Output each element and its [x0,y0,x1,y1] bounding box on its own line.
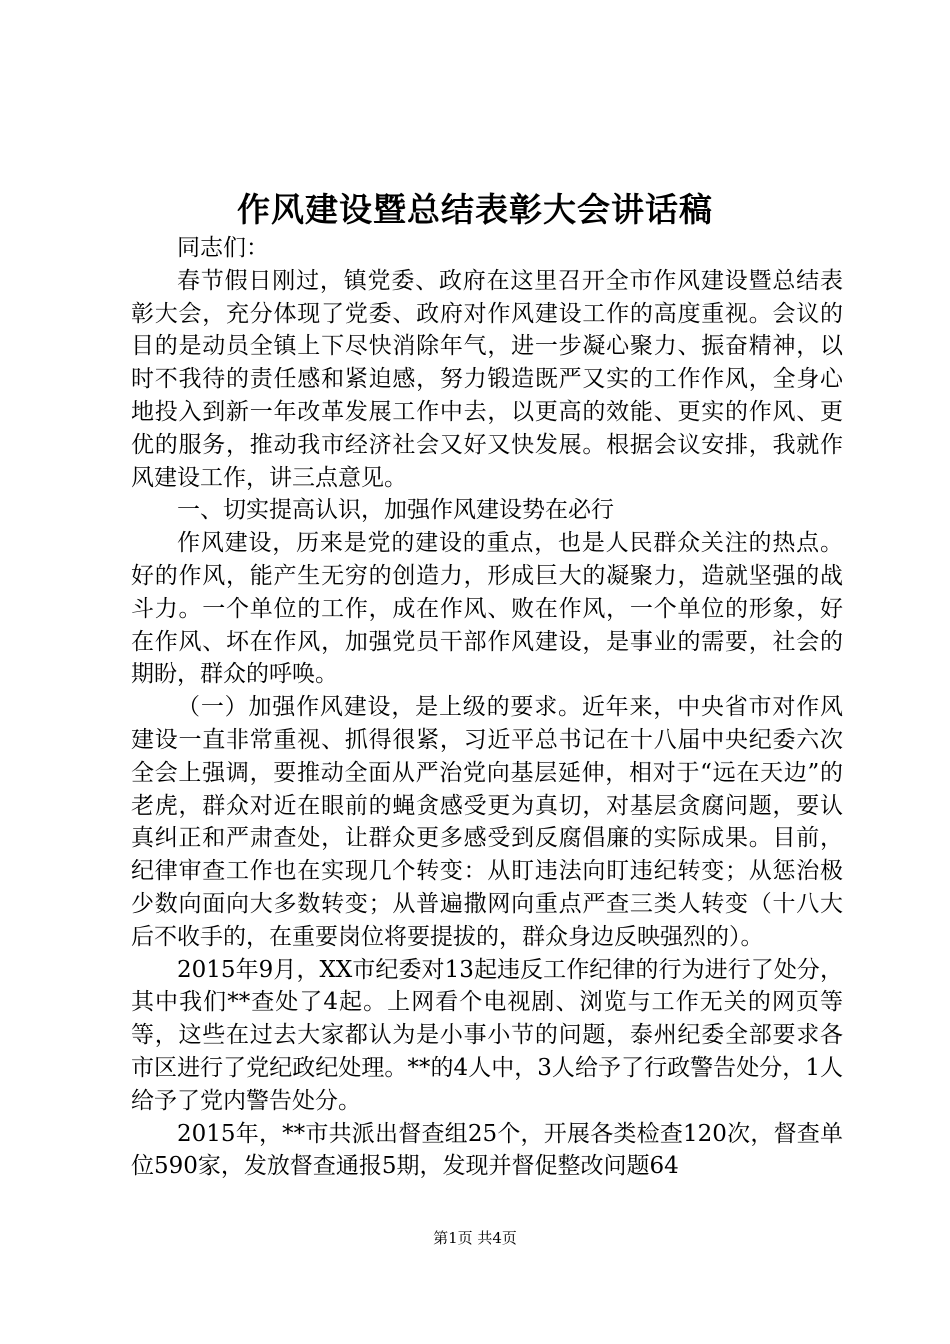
page-footer: 第1页 共4页 [433,1229,517,1247]
section-heading: 一、切实提高认识，加强作风建设势在必行 [177,497,614,524]
body-paragraph: 作风建设，历来是党的建设的重点，也是人民群众关注的热点。好的作风，能产生无穷的创造力，形成巨大的凝聚力，造就坚强的战斗力。一个单位的工作，成在作风、败在作风，一个单位的形象，好在作风、坏在作风，加强党员干部作风建设，是事业的需要，社会的期盼，群众的呼唤。 [131,530,843,688]
body-paragraph: 2015年9月，XX市纪委对13起违反工作纪律的行为进行了处分，其中我们**查处了4起。上网看个电视剧、浏览与工作无关的网页等等，这些在过去大家都认为是小事小节的问题，泰州纪委全部要求各市区进行了党纪政纪处理。**的4人中，3人给予了行政警告处分，1人给予了党内警告处分。 [131,956,843,1114]
document-body [131,232,843,1183]
salutation-paragraph: 同志们： [177,235,269,261]
body-paragraph: 2015年，**市共派出督查组25个，开展各类检查120次，督查单位590家，发放督查通报5期，发现并督促整改问题64 [131,1120,843,1180]
document-title: 作风建设暨总结表彰大会讲话稿 [237,190,713,229]
body-paragraph: （一）加强作风建设，是上级的要求。近年来，中央省市对作风建设一直非常重视、抓得很紧，习近平总书记在十八届中央纪委六次全会上强调，要推动全面从严治党向基层延伸，相对于“远在天边”的老虎，群众对近在眼前的蝇贪感受更为真切，对基层贪腐问题，要认真纠正和严肃查处，让群众更多感受到反腐倡廉的实际成果。目前，纪律审查工作也在实现几个转变：从盯违法向盯违纪转变；从惩治极少数向面向大多数转变；从普遍撒网向重点严查三类人转变（十八大后不收手的，在重要岗位将要提拔的，群众身边反映强烈的）。 [131,694,843,950]
intro-paragraph: 春节假日刚过，镇党委、政府在这里召开全市作风建设暨总结表彰大会，充分体现了党委、政府对作风建设工作的高度重视。会议的目的是动员全镇上下尽快消除年气，进一步凝心聚力、振奋精神，以时不我待的责任感和紧迫感，努力锻造既严又实的工作作风，全身心地投入到新一年改革发展工作中去，以更高的效能、更实的作风、更优的服务，推动我市经济社会又好又快发展。根据会议安排，我就作风建设工作，讲三点意见。 [131,267,843,491]
